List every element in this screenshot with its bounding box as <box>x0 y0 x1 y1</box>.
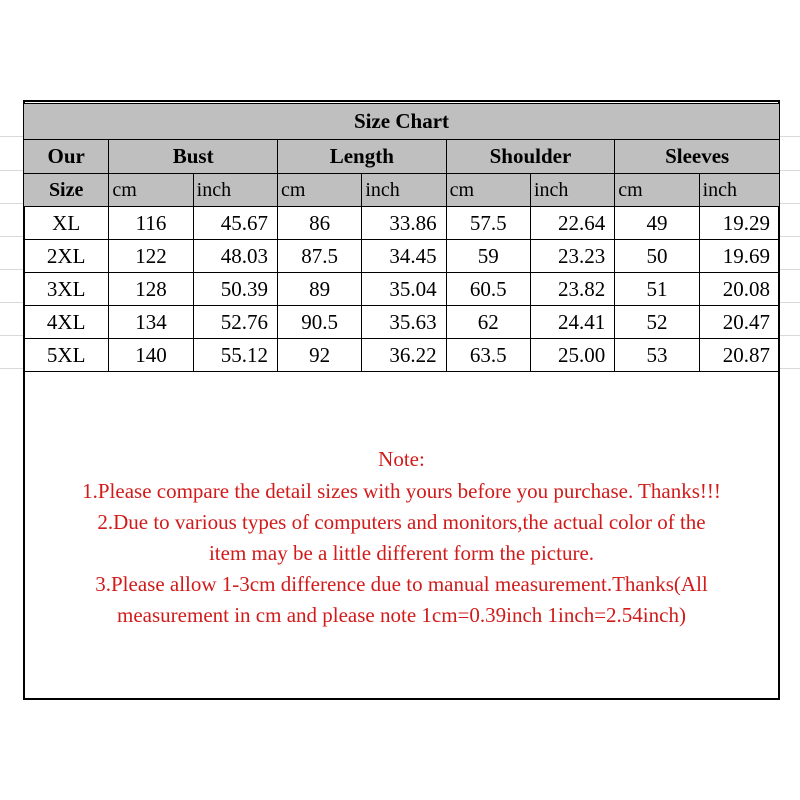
column-group-sleeves: Sleeves <box>615 140 780 174</box>
value-cell: 35.63 <box>362 306 446 339</box>
value-cell: 20.47 <box>699 306 779 339</box>
table-row <box>24 306 780 339</box>
value-cell: 22.64 <box>530 207 614 240</box>
value-cell: 122 <box>109 240 193 273</box>
size-cell: 3XL <box>24 273 109 306</box>
unit-cm: cm <box>277 174 361 207</box>
unit-inch: inch <box>530 174 614 207</box>
value-cell: 19.29 <box>699 207 779 240</box>
value-cell: 23.23 <box>530 240 614 273</box>
sheet-gridline <box>0 368 24 369</box>
value-cell: 51 <box>615 273 699 306</box>
unit-cm: cm <box>446 174 530 207</box>
value-cell: 25.00 <box>530 339 614 372</box>
value-cell: 45.67 <box>193 207 277 240</box>
column-group-bust: Bust <box>109 140 278 174</box>
value-cell: 50.39 <box>193 273 277 306</box>
value-cell: 50 <box>615 240 699 273</box>
size-cell: XL <box>24 207 109 240</box>
value-cell: 34.45 <box>362 240 446 273</box>
sheet-gridline <box>780 170 800 171</box>
value-cell: 86 <box>277 207 361 240</box>
sheet-gridline <box>0 335 24 336</box>
value-cell: 53 <box>615 339 699 372</box>
column-group-length: Length <box>277 140 446 174</box>
unit-cm: cm <box>615 174 699 207</box>
value-cell: 36.22 <box>362 339 446 372</box>
sheet-gridline <box>0 269 24 270</box>
sheet-gridline <box>0 236 24 237</box>
size-cell: 5XL <box>24 339 109 372</box>
value-cell: 62 <box>446 306 530 339</box>
sheet-gridline <box>0 170 24 171</box>
note-line-3a: 3.Please allow 1-3cm difference due to manual measurement.Thanks(All <box>95 572 708 596</box>
sheet-gridline <box>0 136 24 137</box>
value-cell: 23.82 <box>530 273 614 306</box>
sheet-gridline <box>780 136 800 137</box>
unit-inch: inch <box>362 174 446 207</box>
size-cell: 2XL <box>24 240 109 273</box>
value-cell: 116 <box>109 207 193 240</box>
table-row <box>24 339 780 372</box>
value-cell: 19.69 <box>699 240 779 273</box>
value-cell: 55.12 <box>193 339 277 372</box>
size-label: Size <box>24 174 109 207</box>
column-group-shoulder: Shoulder <box>446 140 615 174</box>
value-cell: 48.03 <box>193 240 277 273</box>
note-heading: Note: <box>378 447 425 471</box>
value-cell: 90.5 <box>277 306 361 339</box>
chart-title: Size Chart <box>24 104 780 140</box>
value-cell: 140 <box>109 339 193 372</box>
value-cell: 49 <box>615 207 699 240</box>
value-cell: 52.76 <box>193 306 277 339</box>
note-line-2a: 2.Due to various types of computers and monitors,the actual color of the <box>97 510 706 534</box>
value-cell: 128 <box>109 273 193 306</box>
value-cell: 134 <box>109 306 193 339</box>
value-cell: 89 <box>277 273 361 306</box>
sheet-gridline <box>780 368 800 369</box>
sheet-gridline <box>780 335 800 336</box>
note-line-2b: item may be a little different form the picture. <box>208 541 595 565</box>
value-cell: 33.86 <box>362 207 446 240</box>
table-row <box>24 273 780 306</box>
unit-inch: inch <box>193 174 277 207</box>
size-cell: 4XL <box>24 306 109 339</box>
sheet-gridline <box>0 203 24 204</box>
sheet-gridline <box>780 302 800 303</box>
value-cell: 92 <box>277 339 361 372</box>
value-cell: 24.41 <box>530 306 614 339</box>
sheet-gridline <box>0 302 24 303</box>
value-cell: 20.08 <box>699 273 779 306</box>
value-cell: 52 <box>615 306 699 339</box>
value-cell: 20.87 <box>699 339 779 372</box>
value-cell: 87.5 <box>277 240 361 273</box>
value-cell: 63.5 <box>446 339 530 372</box>
table-row <box>24 207 780 240</box>
sheet-gridline <box>780 269 800 270</box>
value-cell: 60.5 <box>446 273 530 306</box>
size-chart-table <box>23 103 780 372</box>
unit-inch: inch <box>699 174 779 207</box>
value-cell: 59 <box>446 240 530 273</box>
note-line-3b: measurement in cm and please note 1cm=0.39inch 1inch=2.54inch) <box>117 603 686 627</box>
value-cell: 35.04 <box>362 273 446 306</box>
sheet-gridline <box>780 236 800 237</box>
table-row <box>24 240 780 273</box>
value-cell: 57.5 <box>446 207 530 240</box>
note-line-1: 1.Please compare the detail sizes with yours before you purchase. Thanks!!! <box>82 479 721 503</box>
sheet-gridline <box>780 203 800 204</box>
unit-cm: cm <box>109 174 193 207</box>
our-label: Our <box>24 140 109 174</box>
